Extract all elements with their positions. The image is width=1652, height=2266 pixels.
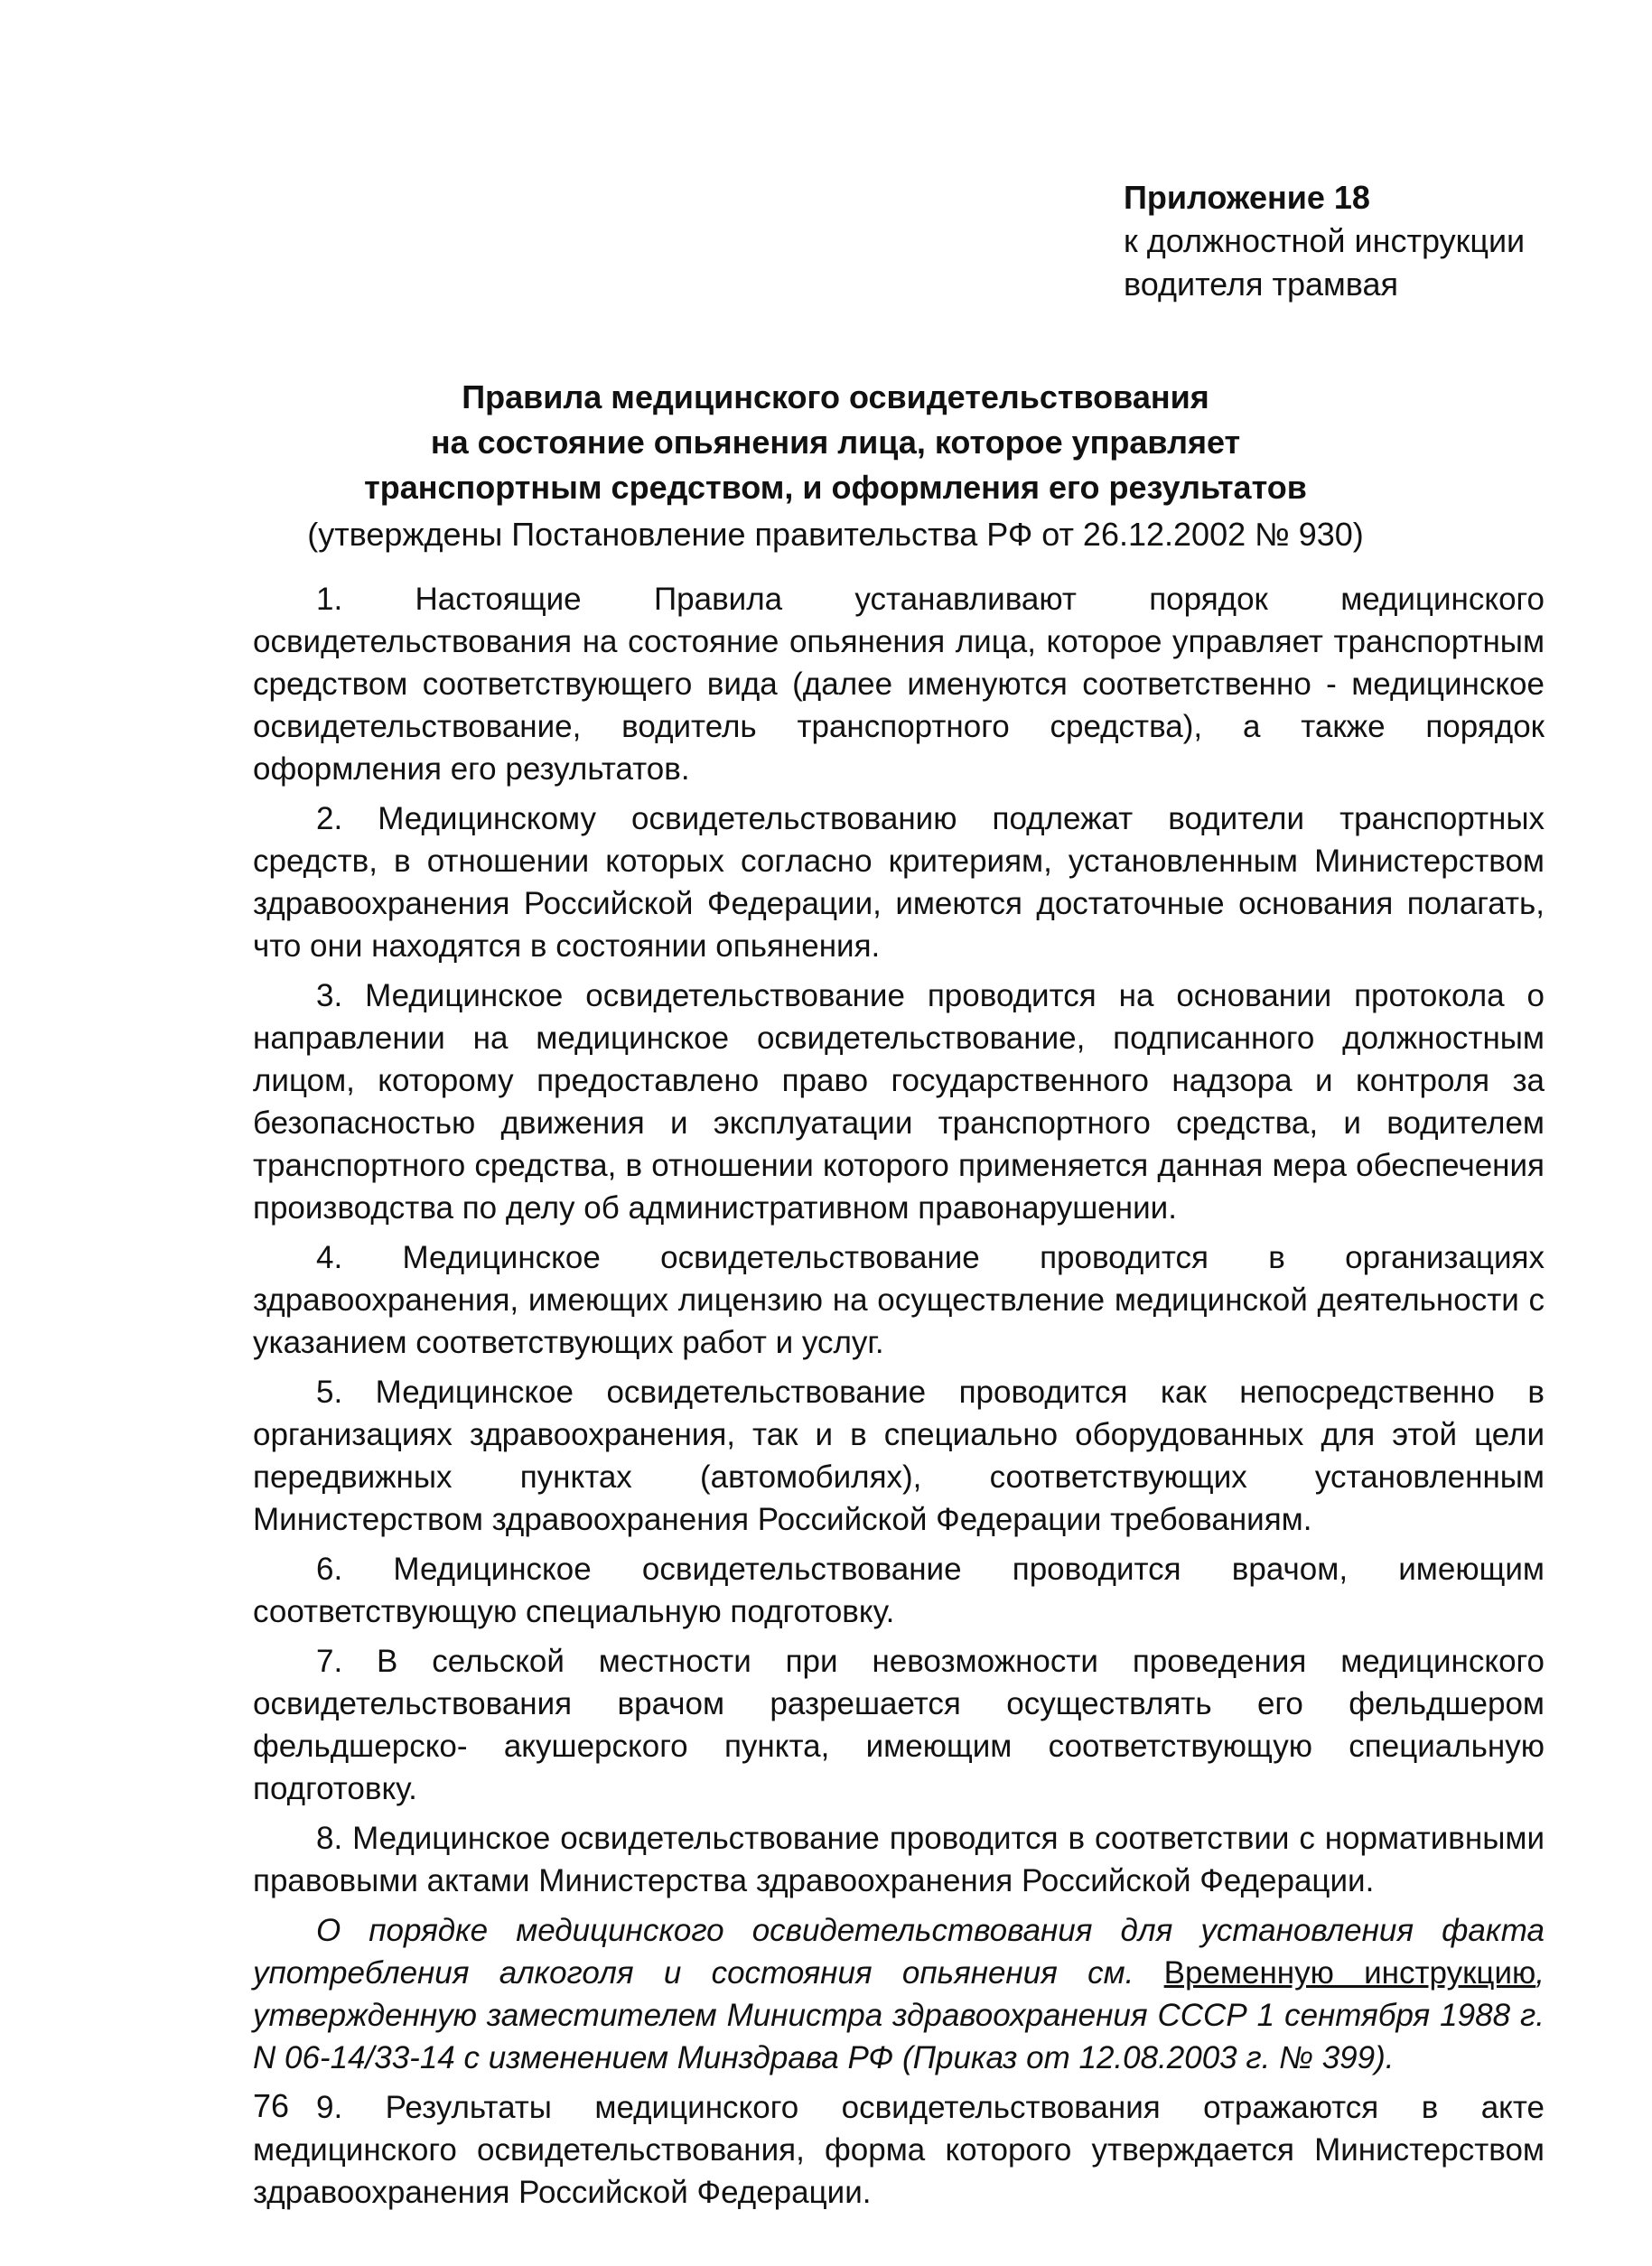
page-number: 76 xyxy=(253,2087,290,2124)
paragraph-8: 8. Медицинское освидетельствование проводится в соответствии с нормативными правовыми актами Министерства здравоохранения Российской Федерации. xyxy=(253,1821,1545,1898)
heading-line-1: Правила медицинского освидетельствования xyxy=(462,378,1209,415)
reference-note xyxy=(253,1909,1545,2079)
appendix-title: Приложение 18 xyxy=(1124,179,1370,216)
paragraph-9: 9. Результаты медицинского освидетельствования отражаются в акте медицинского освидетельствования, форма которого утверждается Министерством здравоохранения Российской Федерации. xyxy=(253,2090,1545,2210)
paragraph-3: 3. Медицинское освидетельствование проводится на основании протокола о направлении на медицинское освидетельствование, подписанного должностным лицом, которому предоставлено право государственного надзора и контроля за безопасностью движения и эксплуатации транспортного средства, и водителем транспортного средства, в отношении которого применяется данная мера обеспечения производства по делу об административном правонарушении. xyxy=(253,978,1545,1226)
paragraph-4: 4. Медицинское освидетельствование проводится в организациях здравоохранения, имеющих лицензию на осуществление медицинской деятельности с указанием соответствующих работ и услуг. xyxy=(253,1240,1545,1360)
heading-line-3: транспортным средством, и оформления его результатов xyxy=(364,469,1307,506)
appendix-line-2: водителя трамвая xyxy=(1124,266,1398,303)
appendix-block xyxy=(1124,176,1629,306)
heading-line-2: на состояние опьянения лица, которое управляет xyxy=(430,424,1241,461)
appendix-line-1: к должностной инструкции xyxy=(1124,222,1526,259)
note-text-before: О порядке медицинского освидетельствования для установления факта употребления алкоголя и состояния опьянения см. xyxy=(253,1913,1545,1991)
document-heading xyxy=(253,375,1418,557)
paragraph-2: 2. Медицинскому освидетельствованию подлежат водители транспортных средств, в отношении которых согласно критериям, установленным Министерством здравоохранения Российской Федерации, имеются достаточные основания полагать, что они находятся в состоянии опьянения. xyxy=(253,801,1545,964)
paragraph-5: 5. Медицинское освидетельствование проводится как непосредственно в организациях здравоохранения, так и в специально оборудованных для этой цели передвижных пунктах (автомобилях), соответствующих установленным Министерством здравоохранения Российской Федерации требованиям. xyxy=(253,1375,1545,1537)
document-body xyxy=(253,578,1545,2221)
paragraph-7: 7. В сельской местности при невозможности проведения медицинского освидетельствования врачом разрешается осуществлять его фельдшером фельдшерско- акушерского пункта, имеющим соответствующую специальную подготовку. xyxy=(253,1644,1545,1806)
heading-subtitle: (утверждены Постановление правительства РФ от 26.12.2002 № 930) xyxy=(307,516,1364,553)
paragraph-6: 6. Медицинское освидетельствование проводится врачом, имеющим соответствующую специальную подготовку. xyxy=(253,1552,1545,1629)
note-text-after: , утвержденную заместителем Министра здравоохранения СССР 1 сентября 1988 г. N 06-14/33-14 с изменением Минздрава РФ (Приказ от 12.08.2003 г. № 399). xyxy=(253,1955,1545,2075)
paragraph-1: 1. Настоящие Правила устанавливают порядок медицинского освидетельствования на состояние опьянения лица, которое управляет транспортным средством соответствующего вида (далее именуются соответственно - медицинское освидетельствование, водитель транспортного средства), а также порядок оформления его результатов. xyxy=(253,582,1545,787)
instruction-link[interactable]: Временную инструкцию xyxy=(1163,1955,1536,1991)
